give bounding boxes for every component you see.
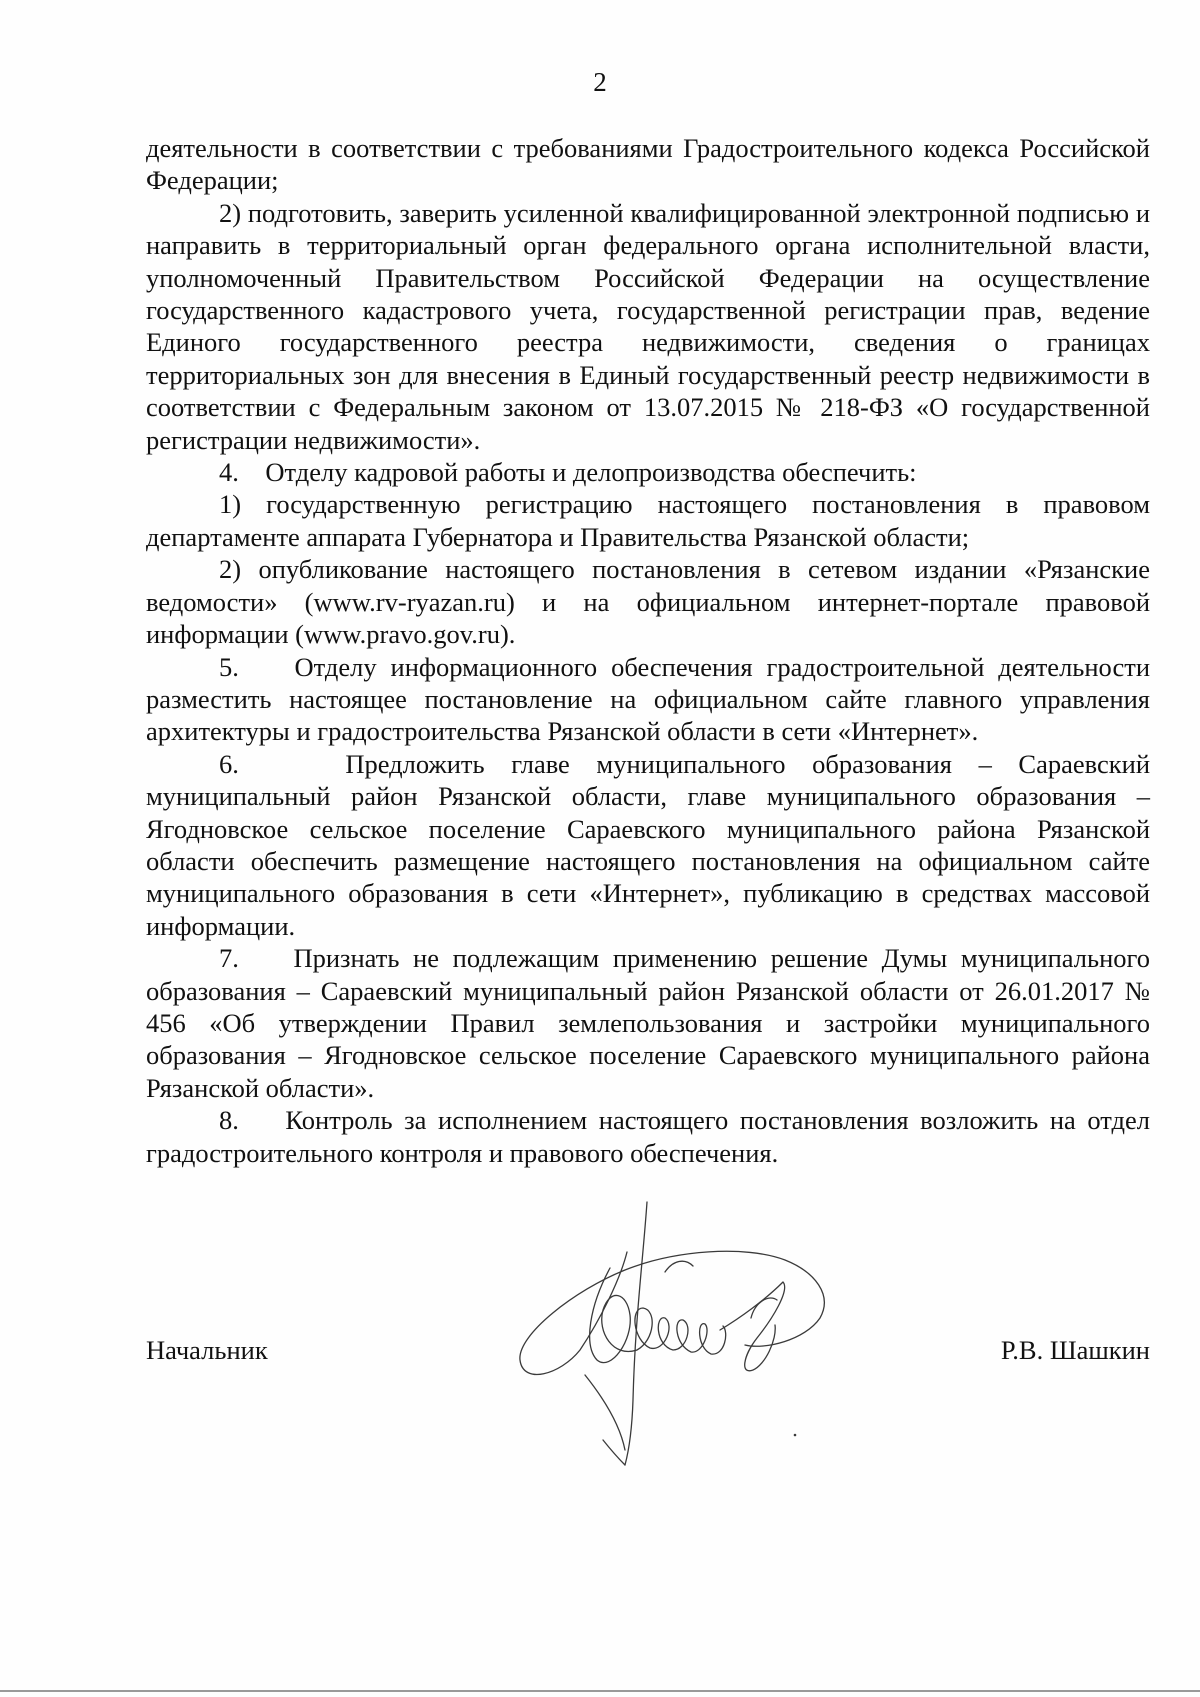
paragraph: 2) подготовить, заверить усиленной квалифицированной электронной подписью и направить в территориальный орган федерального органа исполнительной власти, уполномоченный Правительством Российской Федерации на осуществление государственного кадастрового учета, государственной регистрации прав, ведение Единого государственного реестра недвижимости, сведения о границах территориальных зон для внесения в Единый государственный реестр недвижимости в соответствии с Федеральным законом от 13.07.2015 № 218-ФЗ «О государственной регистрации недвижимости».: [146, 197, 1150, 455]
handwritten-signature: [515, 1200, 885, 1470]
paragraph: 8. Контроль за исполнением настоящего постановления возложить на отдел градостроительного контроля и правового обеспечения.: [146, 1105, 1150, 1168]
ink-dot: [794, 1434, 797, 1437]
paragraph: 7. Признать не подлежащим применению решение Думы муниципального образования – Сараевский муниципальный район Рязанской области от 26.01.2017 № 456 «Об утверждении Правил землепользования и застройки муниципального образования – Ягодновское сельское поселение Сараевского муниципального района Рязанской области».: [146, 943, 1150, 1103]
paragraph: 5. Отделу информационного обеспечения градостроительной деятельности разместить настоящее постановление на официальном сайте главного управления архитектуры и градостроительства Рязанской области в сети «Интернет».: [146, 651, 1150, 747]
scan-edge-line: [0, 1690, 1200, 1692]
paragraph: деятельности в соответствии с требованиями Градостроительного кодекса Российской Федерации;: [146, 133, 1150, 196]
paragraph: 2) опубликование настоящего постановления в сетевом издании «Рязанские ведомости» (www.rv-ryazan.ru) и на официальном интернет-портале правовой информации (www.pravo.gov.ru).: [146, 554, 1150, 650]
paragraph: 4. Отделу кадровой работы и делопроизводства обеспечить:: [219, 457, 917, 488]
page-number: 2: [593, 67, 607, 97]
paragraph: 1) государственную регистрацию настоящего постановления в правовом департаменте аппарата Губернатора и Правительства Рязанской области;: [146, 489, 1150, 552]
document-body: [146, 132, 1150, 1169]
signer-position: Начальник: [146, 1335, 268, 1365]
paragraph: 6. Предложить главе муниципального образования – Сараевский муниципальный район Рязанской области, главе муниципального образования – Ягодновское сельское поселение Сараевского муниципального района Рязанской области обеспечить размещение настоящего постановления на официальном сайте муниципального образования в сети «Интернет», публикацию в средствах массовой информации.: [146, 748, 1150, 941]
signer-name: Р.В. Шашкин: [1000, 1335, 1150, 1365]
